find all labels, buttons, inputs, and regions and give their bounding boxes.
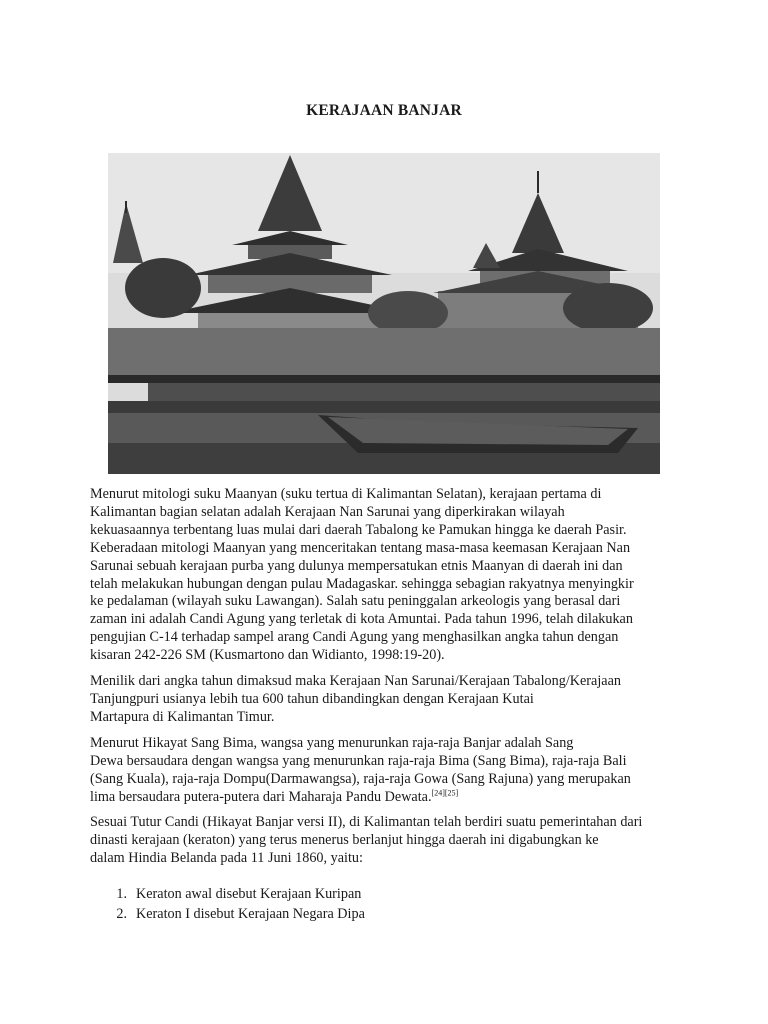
- text-line: dinasti kerajaan (keraton) yang terus menerus berlanjut hingga daerah ini digabungkan ke: [90, 832, 599, 849]
- text-line: Menilik dari angka tahun dimaksud maka Kerajaan Nan Sarunai/Kerajaan Tabalong/Kerajaan: [90, 673, 621, 690]
- text-line: kisaran 242-226 SM (Kusmartono dan Widianto, 1998:19-20).: [90, 647, 445, 664]
- paragraph-4: [90, 814, 690, 868]
- paragraph-1: [90, 486, 690, 665]
- text-line: Keberadaan mitologi Maanyan yang menceritakan tentang masa-masa keemasan Kerajaan Nan: [90, 539, 631, 556]
- footnote-links[interactable]: [24][25]: [431, 787, 459, 797]
- text-line: pengujian C-14 terhadap sampel arang Candi Agung yang menghasilkan angka tahun dengan: [90, 629, 619, 646]
- list-text: Keraton awal disebut Kerajaan Kuripan: [136, 886, 362, 902]
- building-photo: [108, 153, 660, 474]
- list-text: Keraton I disebut Kerajaan Negara Dipa: [136, 906, 365, 922]
- text-line: [90, 789, 690, 807]
- body-text: [90, 486, 690, 876]
- text-line: Martapura di Kalimantan Timur.: [90, 708, 275, 725]
- text-line: Menurut Hikayat Sang Bima, wangsa yang menurunkan raja-raja Banjar adalah Sang: [90, 734, 574, 751]
- text-line: ke pedalaman (wilayah suku Lawangan). Salah satu peninggalan arkeologis yang berasal dari: [90, 593, 621, 610]
- text-line: Menurut mitologi suku Maanyan (suku tertua di Kalimantan Selatan), kerajaan pertama di: [90, 486, 602, 502]
- text-line-content: lima bersaudara putera-putera dari Maharaja Pandu Dewata.: [90, 788, 432, 805]
- paragraph-2: [90, 673, 690, 727]
- list-item: [90, 904, 365, 924]
- text-line: Kalimantan bagian selatan adalah Kerajaan Nan Sarunai yang diperkirakan wilayah: [90, 503, 565, 520]
- text-line: kekuasaannya terbentang luas mulai dari daerah Tabalong ke Pamukan hingga ke daerah Pasir.: [90, 521, 627, 538]
- list-number: 2.: [116, 906, 127, 922]
- text-line: Sesuai Tutur Candi (Hikayat Banjar versi II), di Kalimantan telah berdiri suatu pemerintahan dari: [90, 814, 643, 831]
- text-line: dalam Hindia Belanda pada 11 Juni 1860, yaitu:: [90, 850, 363, 867]
- page-title: KERAJAAN BANJAR: [306, 102, 462, 119]
- list-item: [90, 884, 365, 904]
- text-line: telah melakukan hubungan dengan pulau Madagaskar. sehingga sebagian rakyatnya menyingkir: [90, 575, 634, 592]
- paragraph-3: [90, 735, 690, 807]
- text-line: zaman ini adalah Candi Agung yang terletak di kota Amuntai. Pada tahun 1996, telah dilakukan: [90, 611, 633, 628]
- text-line: (Sang Kuala), raja-raja Dompu(Darmawangsa), raja-raja Gowa (Sang Rajuna) yang merupakan: [90, 770, 631, 787]
- list-number: 1.: [116, 886, 127, 902]
- text-line: Dewa bersaudara dengan wangsa yang menurunkan raja-raja Bima (Sang Bima), raja-raja Bali: [90, 752, 627, 769]
- text-line: Sarunai sebuah kerajaan purba yang dulunya mempersatukan etnis Maanyan di daerah ini dan: [90, 557, 623, 574]
- text-line: Tanjungpuri usianya lebih tua 600 tahun dibandingkan dengan Kerajaan Kutai: [90, 690, 534, 707]
- keraton-list: [90, 884, 365, 924]
